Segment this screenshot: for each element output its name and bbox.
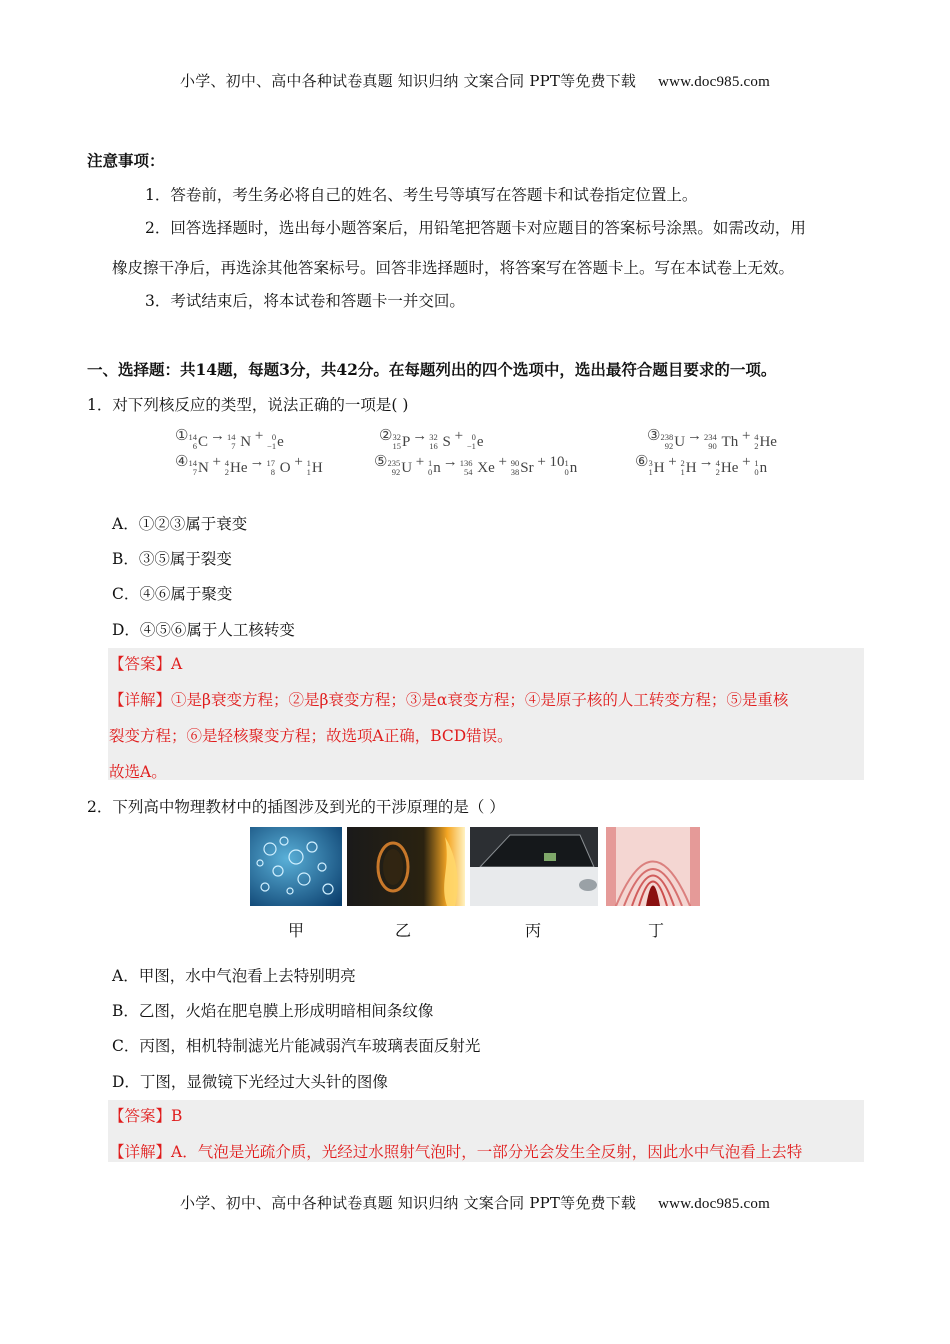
q1-detail-line-2: 裂变方程；⑥是轻核聚变方程；故选项A正确，BCD错误。 <box>109 727 513 745</box>
notice-title: 注意事项： <box>87 151 165 170</box>
caption-jia: 甲 <box>288 921 305 940</box>
notice-item-1: 1．答卷前，考生务必将自己的姓名、考生号等填写在答题卡和试卷指定位置上。 <box>145 186 698 204</box>
caption-ding: 丁 <box>648 921 665 940</box>
equation-6: ⑥ 3 1 H + 2 1 H → 4 2 He + 1 0 n <box>635 454 768 477</box>
q1-option-d: D．④⑤⑥属于人工核转变 <box>112 621 295 639</box>
equation-5: ⑤ 235 92 U + 1 0 n → 136 54 Xe + 90 38 Sr + 10 1 0 n <box>374 454 578 477</box>
q1-answer: 【答案】A <box>109 655 183 673</box>
q2-option-d: D．丁图，显微镜下光经过大头针的图像 <box>112 1073 388 1091</box>
image-pin-diffraction <box>606 827 700 906</box>
q1-detail-line-1: 【详解】①是β衰变方程；②是β衰变方程；③是α衰变方程；④是原子核的人工转变方程；⑤是重核 <box>109 691 789 709</box>
footer-url[interactable]: www.doc985.com <box>658 1196 770 1212</box>
notice-item-3: 3．考试结束后，将本试卷和答题卡一并交回。 <box>145 292 465 310</box>
q1-option-c: C．④⑥属于聚变 <box>112 585 233 603</box>
image-soap-film-flame <box>347 827 465 906</box>
equation-3: ③ 238 92 U → 234 90 Th + 4 2 He <box>647 428 777 451</box>
page-footer <box>0 1192 950 1213</box>
caption-yi: 乙 <box>395 921 412 940</box>
equation-2: ② 32 15 P → 32 16 S + 0 −1 e <box>379 428 484 451</box>
image-car-glass <box>470 827 598 906</box>
q2-option-b: B．乙图，火焰在肥皂膜上形成明暗相间条纹像 <box>112 1002 434 1020</box>
q1-option-a: A．①②③属于衰变 <box>112 515 248 533</box>
section-title: 一、选择题：共14题，每题3分，共42分。在每题列出的四个选项中，选出最符合题目要求的一项。 <box>87 360 777 379</box>
equation-4: ④ 14 7 N + 4 2 He → 17 8 O + 1 1 H <box>175 454 323 477</box>
q2-detail-line-1: 【详解】A．气泡是光疏介质，光经过水照射气泡时，一部分光会发生全反射，因此水中气泡看上去特 <box>109 1143 803 1161</box>
q2-option-a: A．甲图，水中气泡看上去特别明亮 <box>112 967 356 985</box>
notice-item-2: 2．回答选择题时，选出每小题答案后，用铅笔把答题卡对应题目的答案标号涂黑。如需改动，用 <box>145 219 806 237</box>
footer-text: 小学、初中、高中各种试卷真题 知识归纳 文案合同 PPT等免费下载 <box>180 1194 637 1212</box>
equation-1: ① 14 6 C → 14 7 N + 0 −1 e <box>175 428 284 451</box>
notice-item-2-cont: 橡皮擦干净后，再选涂其他答案标号。回答非选择题时，将答案写在答题卡上。写在本试卷上无效。 <box>112 259 795 277</box>
q1-detail-line-3: 故选A。 <box>109 763 167 781</box>
q1-answer-box <box>108 648 864 780</box>
image-bubbles <box>250 827 342 906</box>
q2-stem: 2．下列高中物理教材中的插图涉及到光的干涉原理的是（ ） <box>87 798 505 816</box>
q1-stem: 1．对下列核反应的类型，说法正确的一项是( ) <box>87 396 409 414</box>
q2-option-c: C．丙图，相机特制滤光片能减弱汽车玻璃表面反射光 <box>112 1037 481 1055</box>
q1-option-b: B．③⑤属于裂变 <box>112 550 232 568</box>
header-url[interactable]: www.doc985.com <box>658 74 770 90</box>
page-header <box>0 70 950 91</box>
q2-answer: 【答案】B <box>109 1107 183 1125</box>
caption-bing: 丙 <box>525 921 542 940</box>
header-text: 小学、初中、高中各种试卷真题 知识归纳 文案合同 PPT等免费下载 <box>180 72 637 90</box>
